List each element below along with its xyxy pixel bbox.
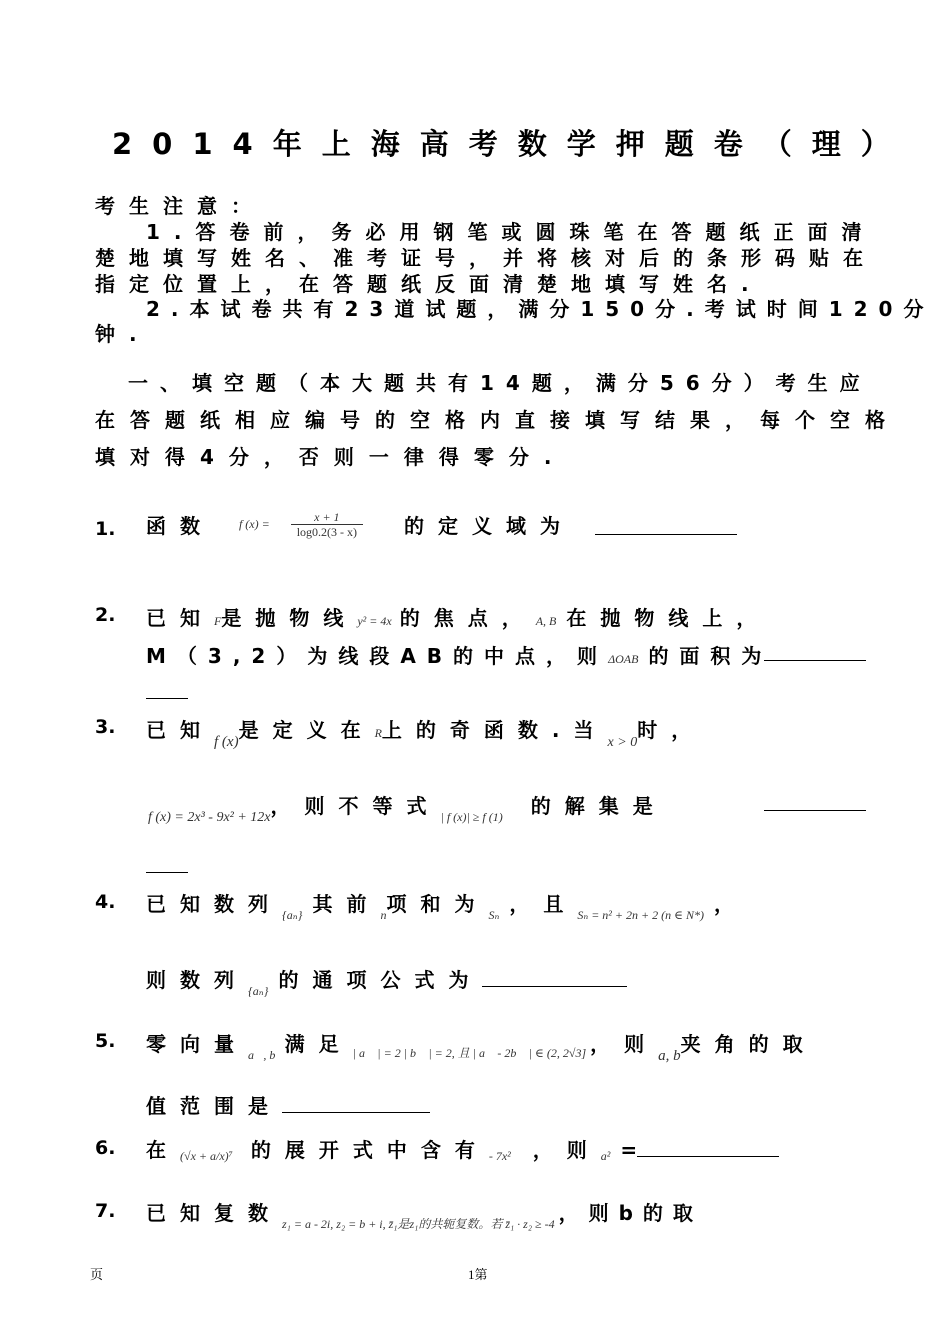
q3-text2: 是定义在 xyxy=(238,718,375,742)
q1-formula-numerator: x + 1 xyxy=(314,510,340,524)
q6-m3: a² xyxy=(600,1149,611,1163)
q2-line2 xyxy=(146,640,772,669)
q6-answer-blank[interactable] xyxy=(637,1136,779,1157)
q4-answer-blank[interactable] xyxy=(482,966,627,987)
q1-formula-lhs: f (x) = xyxy=(238,517,270,531)
section1-line3: 填对得4分，否则一律得零分. xyxy=(95,445,567,469)
q7-number: 7. xyxy=(95,1200,116,1222)
q5-m3: a, b xyxy=(658,1048,681,1064)
q3-m1: f (x) xyxy=(214,734,239,750)
section1-line1: 一、填空题（本大题共有14题，满分56分）考生应 xyxy=(128,371,872,395)
q4-line2 xyxy=(146,964,627,998)
q4-number: 4. xyxy=(95,891,116,913)
q5-text4: 夹角的取 xyxy=(680,1032,817,1056)
q5-number: 5. xyxy=(95,1030,116,1052)
q7-text1: 已知复数 xyxy=(146,1201,282,1225)
q1-text xyxy=(146,510,737,539)
q1-formula-denominator: log0.2(3 - x) xyxy=(291,524,363,539)
q4-text4: ，且 xyxy=(509,892,578,916)
q6-number: 6. xyxy=(95,1137,116,1159)
q5-answer-blank[interactable] xyxy=(282,1092,430,1113)
q3-line2 xyxy=(148,790,667,825)
q6-line1 xyxy=(146,1134,779,1163)
q3-m5: | f (x)| ≥ f (1) xyxy=(440,810,503,824)
q2-m4: ΔOAB xyxy=(608,652,639,666)
q6-m2: - 7x² xyxy=(488,1149,511,1163)
q3-text3: 上的奇函数.当 xyxy=(381,718,608,742)
notice-item1-line3: 指定位置上，在答题纸反面清楚地填写姓名. xyxy=(95,272,763,296)
q4-m2: n xyxy=(380,908,387,922)
q4-text3: 项和为 xyxy=(386,892,489,916)
q5-line2 xyxy=(146,1090,430,1119)
q3-m4: f (x) = 2x³ - 9x² + 12x xyxy=(148,810,271,825)
q2-text4: 在抛物线上， xyxy=(566,606,771,630)
q3-answer-blank-cont[interactable] xyxy=(146,852,188,873)
q2-answer-blank-cont[interactable] xyxy=(146,678,188,699)
q7-m1: z₁ = a - 2i, z₂ = b + i, z̄₁是z₁的共轭复数。若 z̄₁ · z₂ ≥ -4 xyxy=(282,1217,555,1231)
q3-text4: 时， xyxy=(637,718,706,742)
q4-text5: ， xyxy=(713,892,748,916)
q2-text2: 是抛物线 xyxy=(221,606,358,630)
q3-text6: 的解集是 xyxy=(530,794,667,818)
q5-text2: 满足 xyxy=(284,1032,353,1056)
q6-text2: 的展开式中含有 xyxy=(250,1138,489,1162)
footer-left: 页 xyxy=(90,1267,104,1282)
notice-heading: 考生注意： xyxy=(95,194,265,218)
notice-item2-line2: 钟. xyxy=(95,322,151,346)
q2-line2-text: M（3,2）为线段AB的中点，则 xyxy=(146,644,609,668)
q3-number: 3. xyxy=(95,716,116,738)
footer-page-number: 1第 xyxy=(468,1267,488,1282)
q4-m3: Sₙ xyxy=(488,908,500,922)
q5-line1 xyxy=(146,1028,817,1064)
q3-line1 xyxy=(146,714,706,750)
q2-number: 2. xyxy=(95,604,116,626)
q2-text3: 的焦点， xyxy=(399,606,536,630)
q6-m1: (√x + a/x)⁷ xyxy=(180,1149,233,1163)
q7-line1 xyxy=(146,1197,703,1231)
q4-line2-text: 则数列 xyxy=(146,968,248,992)
q1-fraction xyxy=(291,510,363,539)
page-title: 2014年上海高考数学押题卷（理） xyxy=(112,127,910,161)
q2-m1: F xyxy=(214,614,222,628)
section1-line2: 在答题纸相应编号的空格内直接填写结果，每个空格 xyxy=(95,408,900,432)
q4-m1: {aₙ} xyxy=(282,908,303,922)
notice-item1-line2: 楚地填写姓名、准考证号，并将核对后的条形码贴在 xyxy=(95,246,877,270)
q4-text1: 已知数列 xyxy=(146,892,282,916)
q4-line1 xyxy=(146,888,748,922)
q3-m3: x > 0 xyxy=(607,735,638,750)
q2-answer-blank[interactable] xyxy=(764,640,866,661)
notice-item2-line1: 2.本试卷共有23道试题，满分150分.考试时间120分 xyxy=(146,297,935,321)
q1-text1: 函数 xyxy=(146,514,214,538)
q5-m1: a⃗, b⃗ xyxy=(248,1048,285,1062)
q6-text3: ，则 xyxy=(532,1138,601,1162)
q2-line1 xyxy=(146,602,770,631)
q1-text2: 的定义域为 xyxy=(403,514,574,538)
q4-m5: {aₙ} xyxy=(248,984,269,998)
q6-text1: 在 xyxy=(146,1138,180,1162)
q4-text2: 其前 xyxy=(312,892,381,916)
q3-text1: 已知 xyxy=(146,718,214,742)
q6-text4: = xyxy=(620,1138,638,1162)
q5-line2-text: 值范围是 xyxy=(146,1094,282,1118)
q2-text1: 已知 xyxy=(146,606,214,630)
q2-m3: A, B xyxy=(535,614,557,628)
q2-text5: 的面积为 xyxy=(648,644,773,668)
q2-m2: y² = 4x xyxy=(357,614,392,628)
q1-answer-blank[interactable] xyxy=(595,514,737,535)
q7-text2: ，则b的取 xyxy=(558,1201,703,1225)
q4-text6: 的通项公式为 xyxy=(278,968,483,992)
q3-answer-blank[interactable] xyxy=(764,790,866,811)
q5-text3: ，则 xyxy=(590,1032,659,1056)
q3-text5: ，则不等式 xyxy=(270,794,441,818)
q3-m2: R xyxy=(374,726,382,740)
notice-item1-line1: 1.答卷前，务必用钢笔或圆珠笔在答题纸正面清 xyxy=(146,220,876,244)
q5-text1: 零向量 xyxy=(146,1032,248,1056)
q1-number: 1. xyxy=(95,518,116,540)
q5-m2: | a⃗ | = 2 | b⃗ | = 2, 且 | a⃗ - 2b⃗ | ∈ (2, 2√3] xyxy=(352,1046,587,1060)
q4-m4: Sₙ = n² + 2n + 2 (n ∈ N*) xyxy=(577,908,704,922)
